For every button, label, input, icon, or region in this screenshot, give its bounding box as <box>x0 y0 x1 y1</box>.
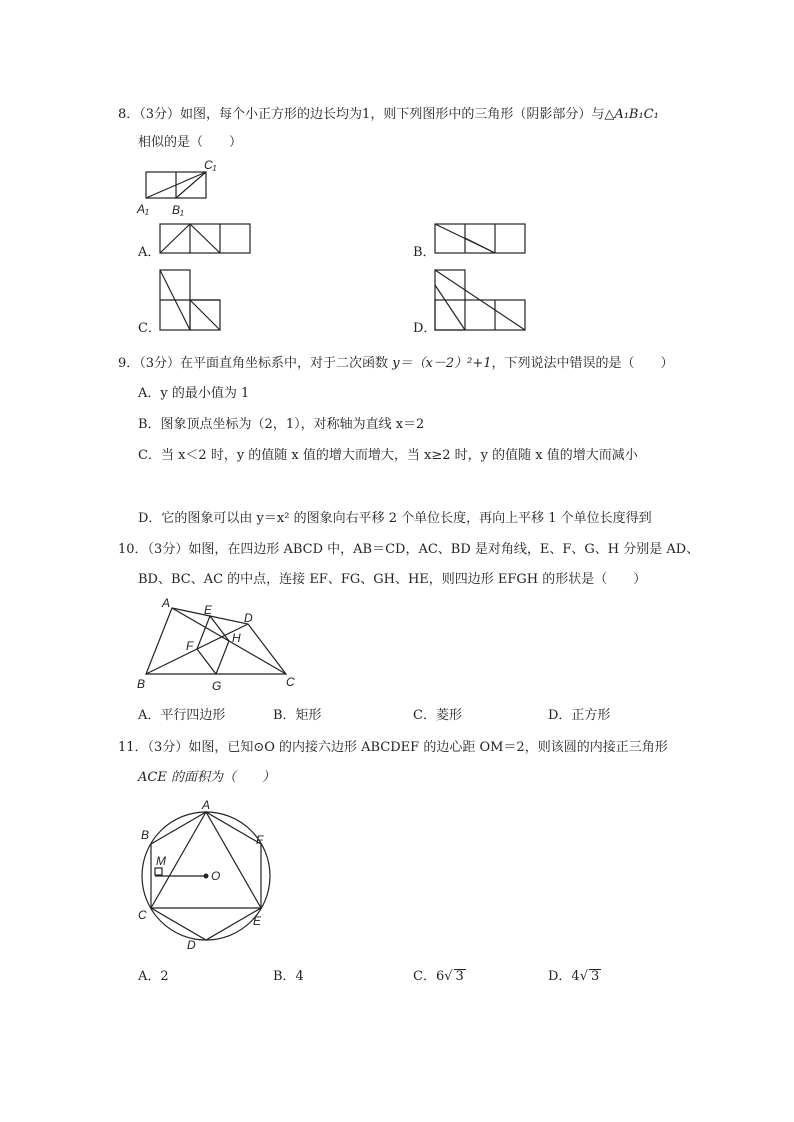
label-f: F <box>186 639 194 653</box>
q8-option-b-figure <box>433 222 529 256</box>
q8-option-b-label[interactable]: B． <box>413 245 436 260</box>
q8-option-a-figure <box>158 222 254 256</box>
label-a1: A₁ <box>137 202 149 216</box>
label-a: A <box>162 598 171 610</box>
label-a: A <box>202 798 211 812</box>
q11-circle-figure <box>134 798 278 952</box>
q10-stem-line2: BD、BC、AC 的中点，连接 EF、FG、GH、HE，则四边形 EFGH 的形状是（ ） <box>138 572 647 587</box>
label-m: M <box>156 854 166 868</box>
q8-option-c-figure <box>158 268 224 334</box>
q11-stem-line2: ACE 的面积为（ ） <box>138 770 275 785</box>
q8-reference-figure <box>136 158 226 220</box>
q11-option-d[interactable]: D．4√ 3 <box>548 969 600 984</box>
label-e: E <box>253 914 262 928</box>
label-h: H <box>232 631 241 645</box>
label-o: O <box>211 869 221 883</box>
q10-option-c[interactable]: C．菱形 <box>413 708 462 723</box>
label-e: E <box>204 603 213 617</box>
q9-option-a[interactable]: A．y 的最小值为 1 <box>138 386 250 401</box>
q8-stem-line2: 相似的是（ ） <box>138 135 243 150</box>
label-d: D <box>187 938 196 952</box>
radicand-c: 3 <box>455 969 464 984</box>
q9-option-d[interactable]: D．它的图象可以由 y＝x² 的图象向右平移 2 个单位长度，再向上平移 1 个单位长度得到 <box>138 511 652 526</box>
q11-stem-line1: 11．（3分）如图，已知⊙O 的内接六边形 ABCDEF 的边心距 OM＝2，则该圆的内接正三角形 <box>118 740 668 755</box>
label-c: C <box>138 908 147 922</box>
label-d: D <box>244 611 253 625</box>
label-b: B <box>137 677 146 691</box>
q8-stem-line1: 8．（3分）如图，每个小正方形的边长均为1，则下列图形中的三角形（阴影部分）与△A₁B₁C₁ <box>118 107 659 122</box>
label-b: B <box>141 828 150 842</box>
q11-option-c[interactable]: C．6√ 3 <box>413 969 464 984</box>
radicand-d: 3 <box>591 969 600 984</box>
label-c: C <box>286 675 295 689</box>
label-f: F <box>256 833 264 847</box>
q10-option-d[interactable]: D．正方形 <box>548 708 611 723</box>
q10-quadrilateral-figure <box>134 598 306 694</box>
label-g: G <box>212 679 222 693</box>
q10-option-a[interactable]: A．平行四边形 <box>138 708 226 723</box>
q8-option-d-label[interactable]: D． <box>413 321 437 336</box>
q10-option-b[interactable]: B．矩形 <box>273 708 322 723</box>
q11-option-b[interactable]: B．4 <box>273 969 304 984</box>
q11-option-a[interactable]: A．2 <box>138 969 169 984</box>
q9-option-c[interactable]: C．当 x＜2 时，y 的值随 x 值的增大而增大，当 x≥2 时，y 的值随 x 值的增大而减小 <box>138 448 638 463</box>
q9-stem: 9．（3分）在平面直角坐标系中，对于二次函数 y＝（x－2）²+1，下列说法中错误的是（ ） <box>118 356 674 371</box>
q8-option-a-label[interactable]: A． <box>138 245 161 260</box>
q8-option-d-figure <box>433 268 529 334</box>
label-b1: B₁ <box>172 203 184 217</box>
q10-stem-line1: 10．（3分）如图，在四边形 ABCD 中，AB＝CD，AC、BD 是对角线，E、F、G、H 分别是 AD、 <box>118 542 700 557</box>
q9-option-b[interactable]: B．图象顶点坐标为（2，1），对称轴为直线 x＝2 <box>138 417 425 432</box>
label-c1: C₁ <box>204 158 217 172</box>
q8-option-c-label[interactable]: C． <box>138 321 161 336</box>
